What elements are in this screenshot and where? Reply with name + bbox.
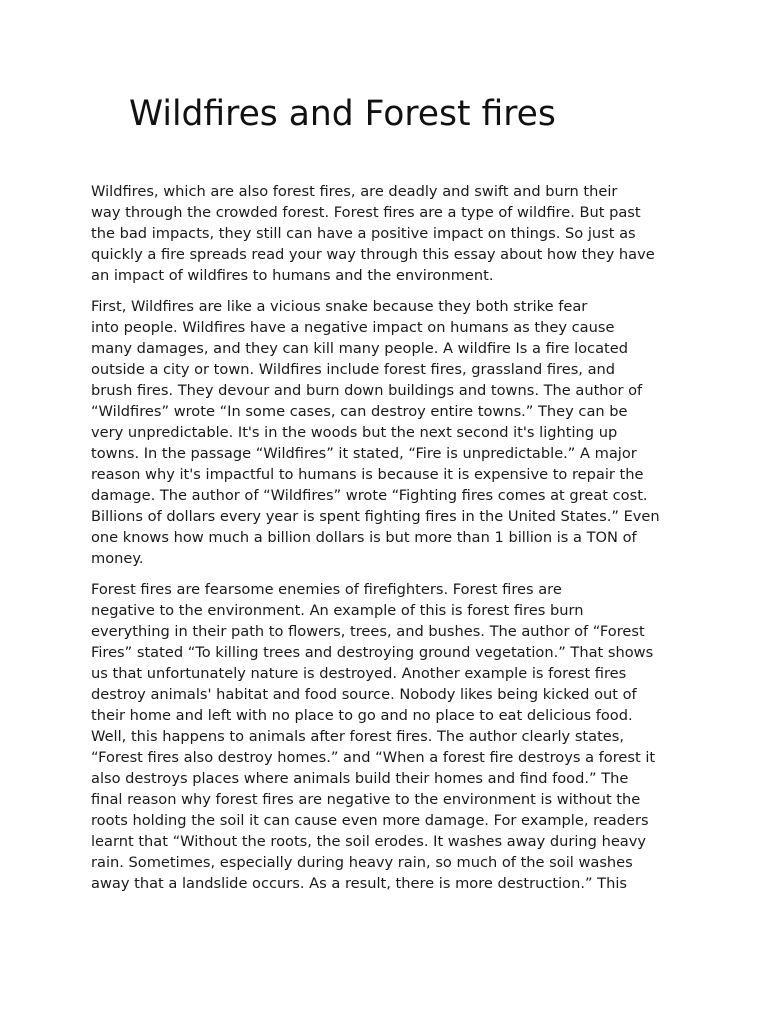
document-body (91, 181, 683, 894)
paragraph-humans: First, Wildfires are like a vicious snake because they both strike fear into people. Wildfires have a negative impact on humans as they cause many damages, and they can kill many people. A wildfire Is a fire located outside a city or town. Wildfires include forest fires, grassland fires, and brush fires. They devour and burn down buildings and towns. The author of “Wildfires” wrote “In some cases, can destroy entire towns.” They can be very unpredictable. It's in the woods but the next second it's lighting up towns. In the passage “Wildfires” it stated, “Fire is unpredictable.” A major reason why it's impactful to humans is because it is expensive to repair the damage. The author of “Wildfires” wrote “Fighting fires comes at great cost. Billions of dollars every year is spent fighting fires in the United States.” Even one knows how much a billion dollars is but more than 1 billion is a TON of money. (91, 298, 660, 567)
paragraph-intro: Wildfires, which are also forest fires, are deadly and swift and burn their way through the crowded forest. Forest fires are a type of wildfire. But past the bad impacts, they still can have a positive impact on things. So just as quickly a fire spreads read your way through this essay about how they have an impact of wildfires to humans and the environment. (91, 183, 655, 284)
paragraph-environment: Forest fires are fearsome enemies of firefighters. Forest fires are negative to the environment. An example of this is forest fires burn everything in their path to flowers, trees, and bushes. The author of “Forest Fires” stated “To killing trees and destroying ground vegetation.” That shows us that unfortunately nature is destroyed. Another example is forest fires destroy animals' habitat and food source. Nobody likes being kicked out of their home and left with no place to go and no place to eat delicious food. Well, this happens to animals after forest fires. The author clearly states, “Forest fires also destroy homes.” and “When a forest fire destroys a forest it also destroys places where animals build their homes and find food.” The final reason why forest fires are negative to the environment is without the roots holding the soil it can cause even more damage. For example, readers learnt that “Without the roots, the soil erodes. It washes away during heavy rain. Sometimes, especially during heavy rain, so much of the soil washes away that a landslide occurs. As a result, there is more destruction.” This (91, 581, 656, 892)
document-title: Wildfires and Forest fires (129, 94, 556, 134)
